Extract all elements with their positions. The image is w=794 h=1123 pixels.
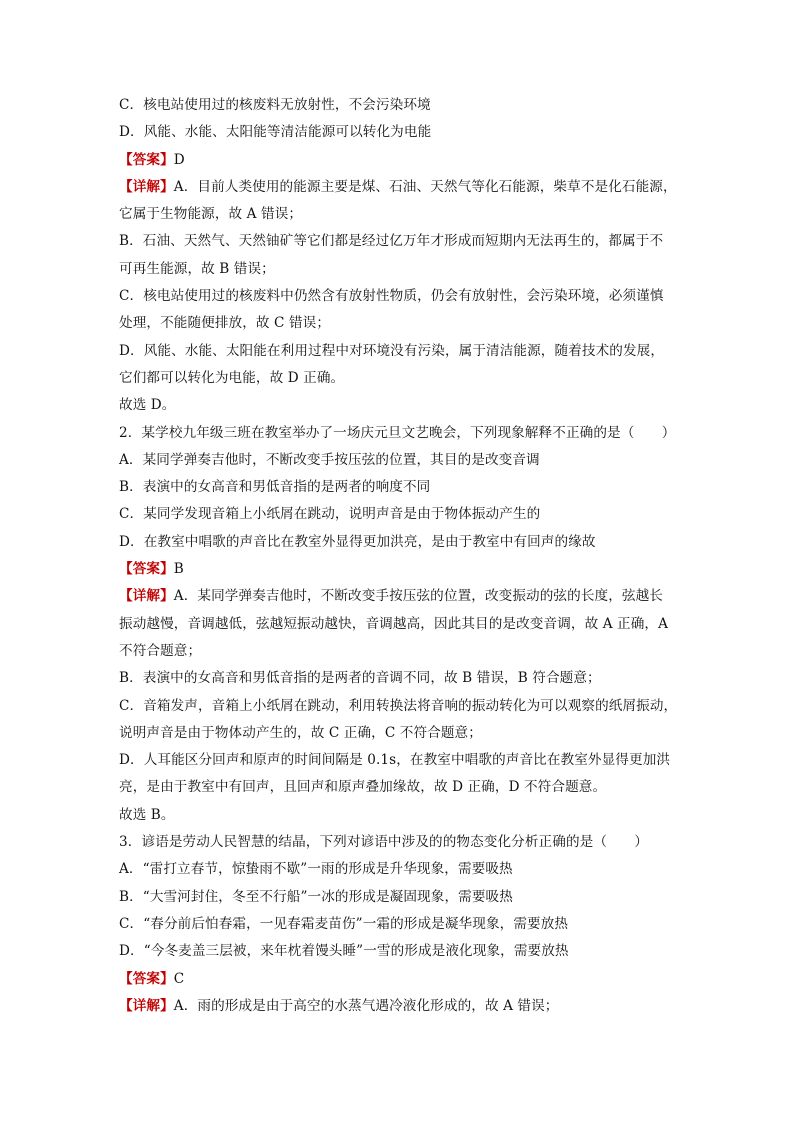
answer-value-q2: B	[173, 561, 184, 578]
answer-value-q3: C	[173, 970, 185, 987]
question-2-stem: 2．某学校九年级三班在教室举办了一场庆元旦文艺晚会，下列现象解释不正确的是（ ）	[119, 424, 676, 441]
explanation-line-q3	[119, 993, 679, 1020]
explanation-line: 亮，是由于教室中有回声，且回声和原声叠加缘故，故 D 正确，D 不符合题意。	[119, 779, 607, 796]
option-a-q3: A．“雷打立春节，惊蛰雨不歇”一雨的形成是升华现象，需要吸热	[119, 861, 513, 878]
option-c-q3: C．“春分前后怕春霜，一见春霜麦苗伤”一霜的形成是凝华现象，需要放热	[119, 915, 569, 932]
explanation-line: D．人耳能区分回声和原声的时间间隔是 0.1s，在教室中唱歌的声音比在教室外显得更加洪	[119, 752, 671, 769]
explanation-text: A．雨的形成是由于高空的水蒸气遇冷液化形成的，故 A 错误；	[173, 997, 559, 1014]
detail-tag: 【详解】	[119, 588, 174, 605]
conclusion-line-q1: 故选 D。	[119, 397, 176, 414]
option-d-q3: D．“今冬麦盖三层被，来年枕着馒头睡”一雪的形成是液化现象，需要放热	[119, 943, 569, 960]
option-c-q1: C．核电站使用过的核废料无放射性，不会污染环境	[119, 97, 431, 113]
option-b-q3: B．“大雪河封住，冬至不行船”一冰的形成是凝固现象，需要吸热	[119, 888, 513, 905]
explanation-line: 不符合题意；	[119, 642, 202, 659]
answer-line-q1	[119, 147, 679, 174]
explanation-line: 可再生能源，故 B 错误；	[119, 260, 275, 277]
option-d-q1: D．风能、水能、太阳能等清洁能源可以转化为电能	[119, 124, 432, 141]
explanation-line: 振动越慢，音调越低，弦越短振动越快，音调越高，因此其目的是改变音调，故 A 正确，A	[119, 615, 669, 632]
explanation-line: 它们都可以转化为电能，故 D 正确。	[119, 369, 345, 386]
answer-value-q1: D	[173, 151, 185, 168]
explanation-line: 说明声音是由于物体动产生的，故 C 正确，C 不符合题意；	[119, 724, 482, 741]
answer-line-q2	[119, 556, 679, 583]
explanation-line: B．石油、天然气、天然铀矿等它们都是经过亿万年才形成而短期内无法再生的，都属于不	[119, 233, 664, 250]
explanation-line: D．风能、水能、太阳能在利用过程中对环境没有污染，属于清洁能源，随着技术的发展，	[119, 342, 665, 359]
answer-tag: 【答案】	[119, 151, 174, 168]
option-d-q2: D．在教室中唱歌的声音比在教室外显得更加洪亮，是由于教室中有回声的缘故	[119, 533, 596, 550]
explanation-line-q2	[119, 583, 679, 610]
explanation-line: B．表演中的女高音和男低音指的是两者的音调不同，故 B 错误，B 符合题意；	[119, 670, 601, 687]
option-b-q2: B．表演中的女高音和男低音指的是两者的响度不同	[119, 479, 431, 496]
detail-tag: 【详解】	[119, 178, 174, 195]
conclusion-line-q2: 故选 B。	[119, 806, 175, 823]
explanation-text: A．某同学弹奏吉他时，不断改变手按压弦的位置，改变振动的弦的长度，弦越长	[173, 588, 663, 605]
explanation-line: 处理，不能随便排放，故 C 错误；	[119, 315, 331, 332]
explanation-line-q1	[119, 174, 679, 201]
explanation-line: 它属于生物能源，故 A 错误；	[119, 206, 303, 223]
answer-tag: 【答案】	[119, 970, 174, 987]
explanation-line: C．音箱发声，音箱上小纸屑在跳动，利用转换法将音响的振动转化为可以观察的纸屑振动，	[119, 697, 678, 714]
detail-tag: 【详解】	[119, 997, 174, 1014]
question-3-stem: 3．谚语是劳动人民智慧的结晶，下列对谚语中涉及的的物态变化分析正确的是（ ）	[119, 834, 649, 851]
option-a-q2: A．某同学弹奏吉他时，不断改变手按压弦的位置，其目的是改变音调	[119, 451, 540, 468]
answer-line-q3	[119, 966, 679, 993]
explanation-text: A．目前人类使用的能源主要是煤、石油、天然气等化石能源，柴草不是化石能源，	[173, 178, 677, 195]
document-page	[119, 92, 679, 1020]
explanation-line: C．核电站使用过的核废料中仍然含有放射性物质，仍会有放射性，会污染环境，必须谨慎	[119, 288, 664, 305]
answer-tag: 【答案】	[119, 561, 174, 578]
option-c-q2: C．某同学发现音箱上小纸屑在跳动，说明声音是由于物体振动产生的	[119, 506, 541, 523]
